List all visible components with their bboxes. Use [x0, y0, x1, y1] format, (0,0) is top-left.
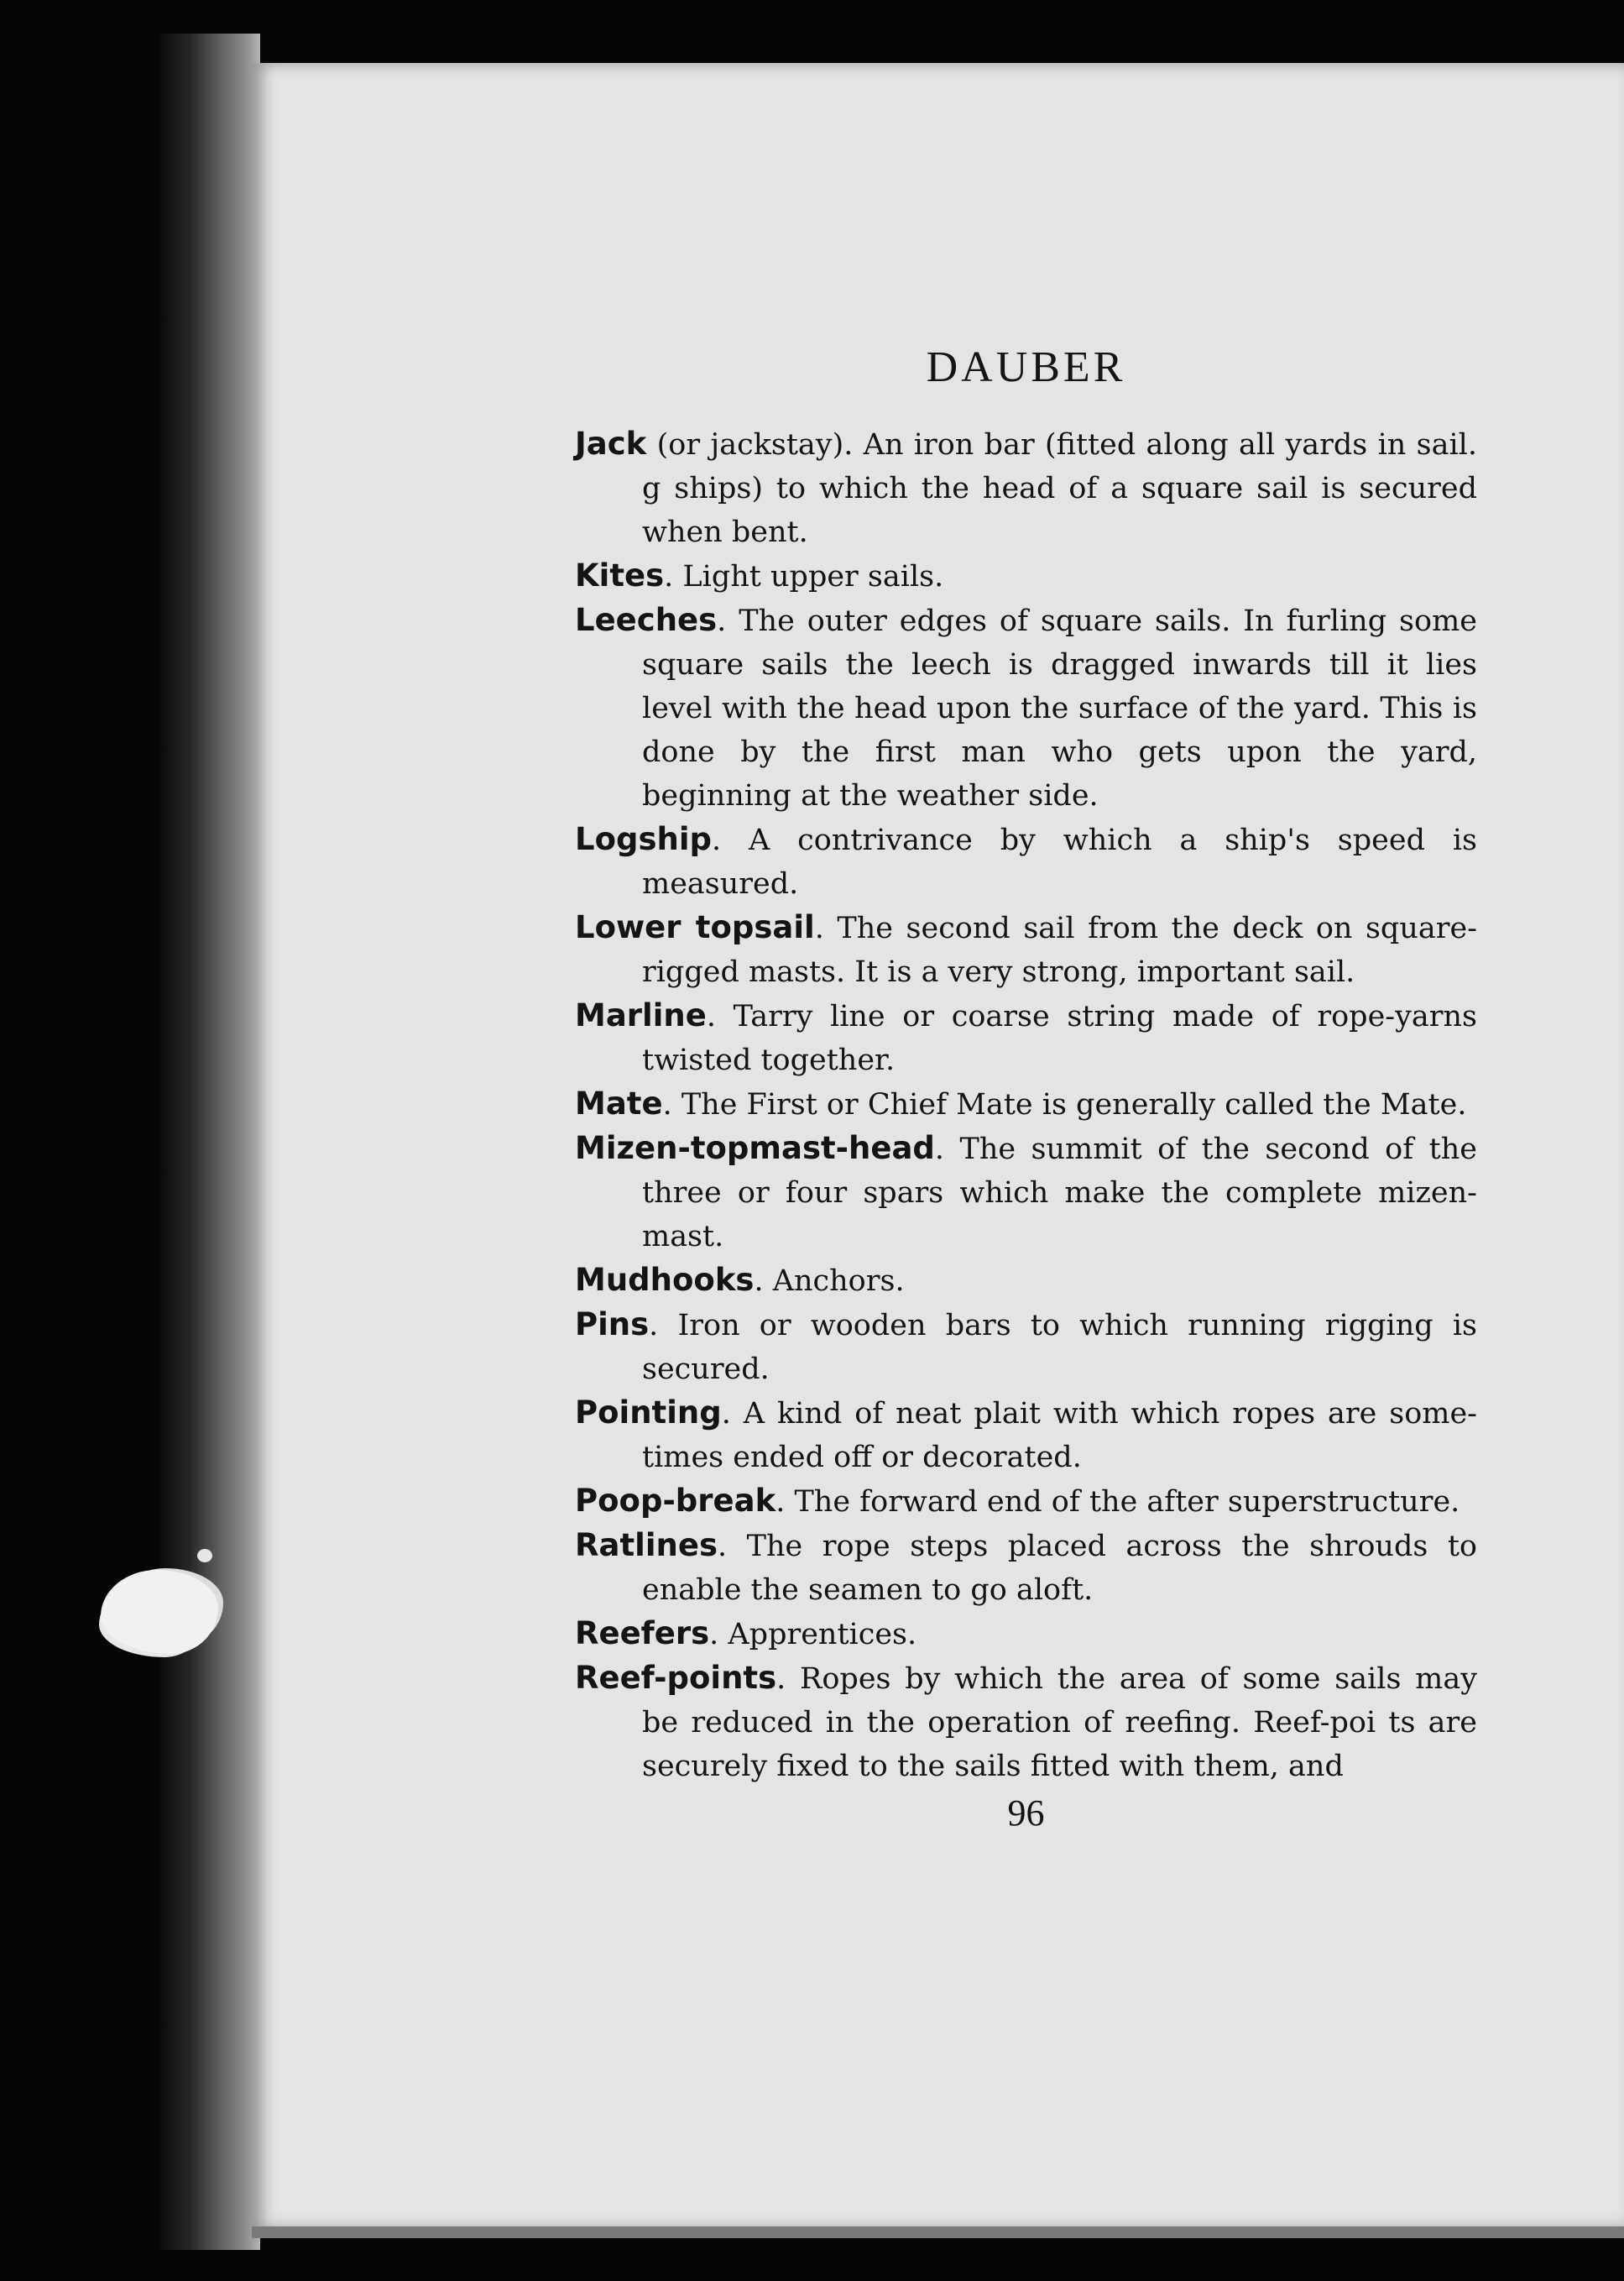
- entry-term: Logship: [575, 821, 713, 857]
- entry-definition: . The forward end of the after superstructure.: [775, 1485, 1460, 1519]
- entry-term: Reefers: [575, 1615, 710, 1651]
- entry-definition: . The First or Chief Mate is generally called the Mate.: [662, 1088, 1467, 1122]
- entry-definition: . Tarry line or coarse string made of rope-yarns twisted together.: [642, 1000, 1477, 1077]
- glossary-entry-kites: [575, 554, 1477, 599]
- entry-definition: . The outer edges of square sails. In furling some square sails the leech is dragged inwards till it lies level with the head upon the surface of the yard. This is done by the first man who gets upon the yard, beginning at the weather side.: [642, 604, 1477, 813]
- entry-term: Lower topsail: [575, 909, 815, 945]
- entry-definition: . Ropes by which the area of some sails may be reduced in the operation of reefing. Reef-poi ts are securely fixed to the sails fitted with them, and: [642, 1662, 1477, 1783]
- glossary-entry-pointing: [575, 1391, 1477, 1479]
- entry-definition: . A contrivance by which a ship's speed is measured.: [642, 824, 1477, 901]
- glossary-entry-pins: [575, 1303, 1477, 1391]
- glossary-entry-marline: [575, 994, 1477, 1082]
- glossary-list: [575, 422, 1477, 1788]
- glossary-entry-mizen-topmast-head: [575, 1127, 1477, 1258]
- entry-term: Kites: [575, 557, 665, 594]
- entry-term: Leeches: [575, 602, 718, 638]
- entry-definition: . A kind of neat plait with which ropes are some-times ended off or decorated.: [642, 1397, 1477, 1474]
- book-spine-shadow: [159, 34, 260, 2250]
- paper-speck-mark: [197, 1549, 212, 1562]
- entry-definition: . The summit of the second of the three or four spars which make the complete mizen-mast.: [642, 1133, 1477, 1253]
- glossary-entry-logship: [575, 818, 1477, 906]
- entry-term: Poop-break: [575, 1483, 776, 1519]
- glossary-entry-poop-break: [575, 1479, 1477, 1524]
- glossary-entry-mate: [575, 1082, 1477, 1127]
- glossary-entry-reefers: [575, 1612, 1477, 1656]
- paper-blot-mark: [101, 1570, 218, 1654]
- entry-term: Mudhooks: [575, 1262, 755, 1298]
- entry-term: Reef-points: [575, 1660, 777, 1696]
- entry-definition: . Light upper sails.: [664, 560, 944, 594]
- entry-definition: (or jackstay). An iron bar (fitted along all yards in sail. g ships) to which the head of a square sail is secured when bent.: [642, 428, 1477, 549]
- glossary-entry-lower-topsail: [575, 906, 1477, 994]
- entry-definition: . The second sail from the deck on square-rigged masts. It is a very strong, important sail.: [642, 912, 1477, 989]
- glossary-entry-jack: [575, 422, 1477, 554]
- entry-term: Pins: [575, 1306, 650, 1342]
- entry-term: Pointing: [575, 1394, 722, 1431]
- entry-term: Marline: [575, 997, 707, 1033]
- entry-definition: . Iron or wooden bars to which running rigging is secured.: [642, 1309, 1477, 1386]
- page-bottom-edge: [252, 2226, 1624, 2238]
- entry-term: Mizen-topmast-head: [575, 1130, 935, 1166]
- running-head: DAUBER: [926, 343, 1126, 391]
- page-content: [575, 343, 1477, 1834]
- page-number: 96: [1007, 1792, 1045, 1834]
- entry-definition: . Anchors.: [754, 1264, 905, 1298]
- glossary-entry-reef-points: [575, 1656, 1477, 1788]
- entry-definition: . Apprentices.: [709, 1618, 917, 1651]
- entry-term: Ratlines: [575, 1527, 718, 1563]
- entry-definition: . The rope steps placed across the shrouds to enable the seamen to go aloft.: [642, 1530, 1477, 1607]
- glossary-entry-mudhooks: [575, 1258, 1477, 1303]
- glossary-entry-leeches: [575, 599, 1477, 818]
- entry-term: Jack: [575, 426, 647, 462]
- glossary-entry-ratlines: [575, 1524, 1477, 1612]
- entry-term: Mate: [575, 1086, 663, 1122]
